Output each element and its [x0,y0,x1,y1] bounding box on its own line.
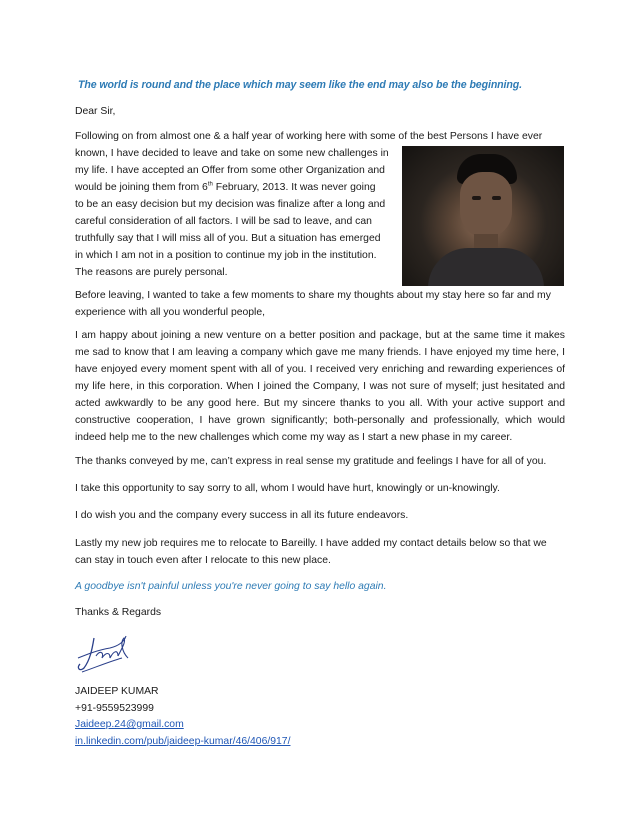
closing-quote: A goodbye isn't painful unless you're never going to say hello again. [75,581,387,592]
ordinal-suffix: th [207,181,213,188]
date-text-rest: February, 2013. It was never going [212,182,376,193]
opening-quote: The world is round and the place which may seem like the end may also be the beginning. [78,79,522,91]
paragraph-1-line [75,179,397,196]
salutation: Dear Sir, [75,106,116,117]
paragraph-1-line: truthfully say that I will miss all of you. But a situation has emerged [75,233,381,244]
contact-name: JAIDEEP KUMAR [75,686,159,697]
paragraph-2-line: Before leaving, I wanted to take a few moments to share my thoughts about my stay here so far and my [75,290,551,301]
paragraph-1-line: my life. I have accepted an Offer from some other Organization and [75,165,385,176]
paragraph-4: The thanks conveyed by me, can’t express in real sense my gratitude and feelings I have for all of you. [75,456,547,467]
paragraph-5: I take this opportunity to say sorry to all, whom I would have hurt, knowingly or un-knowingly. [75,483,500,494]
closing-regards: Thanks & Regards [75,607,162,618]
paragraph-1-line: The reasons are purely personal. [75,267,228,278]
paragraph-1-line: known, I have decided to leave and take on some new challenges in [75,148,389,159]
linkedin-link[interactable]: in.linkedin.com/pub/jaideep-kumar/46/406/917/ [75,735,291,747]
paragraph-1-line: in which I am not in a position to continue my job in the institution. [75,250,377,261]
date-text: would be joining them from 6 [75,182,208,193]
paragraph-7: Lastly my new job requires me to relocate to Bareilly. I have added my contact details below so that we can stay in touch even after I relocate to this new place. [75,538,547,566]
paragraph-3: I am happy about joining a new venture on a better position and package, but at the same time it makes me sad to know that I am leaving a company which gave me many friends. I have enjoyed my time here, I have enjoyed every moment spent with all of you. I received very enriching and rewarding experiences of my life here, in this corporation. When I joined the Company, I was not sure of myself; just hesitated and acted awkwardly to be any good here. But my sincere thanks to you all. With your active support and constructive cooperation, I have grown significantly; both-personally and professionally, which would indeed help me to the new challenges which come my way as I start a new phase in my career. [75,330,565,443]
paragraph-2-line: experience with all you wonderful people, [75,307,266,318]
contact-phone: +91-9559523999 [75,702,154,714]
profile-photo [402,146,564,286]
handwritten-signature [74,628,134,676]
paragraph-1-body [75,145,397,281]
paragraph-1-first-line: Following on from almost one & a half year of working here with some of the best Persons I have ever [75,131,543,142]
paragraph-1-line: to be an easy decision but my decision was finalize after a long and [75,199,386,210]
contact-block [75,684,565,750]
paragraph-6: I do wish you and the company every success in all its future endeavors. [75,510,409,521]
paragraph-1-line: careful consideration of all factors. I will be sad to leave, and can [75,216,372,227]
paragraph-2 [75,287,565,321]
email-link[interactable]: Jaideep.24@gmail.com [75,719,184,730]
